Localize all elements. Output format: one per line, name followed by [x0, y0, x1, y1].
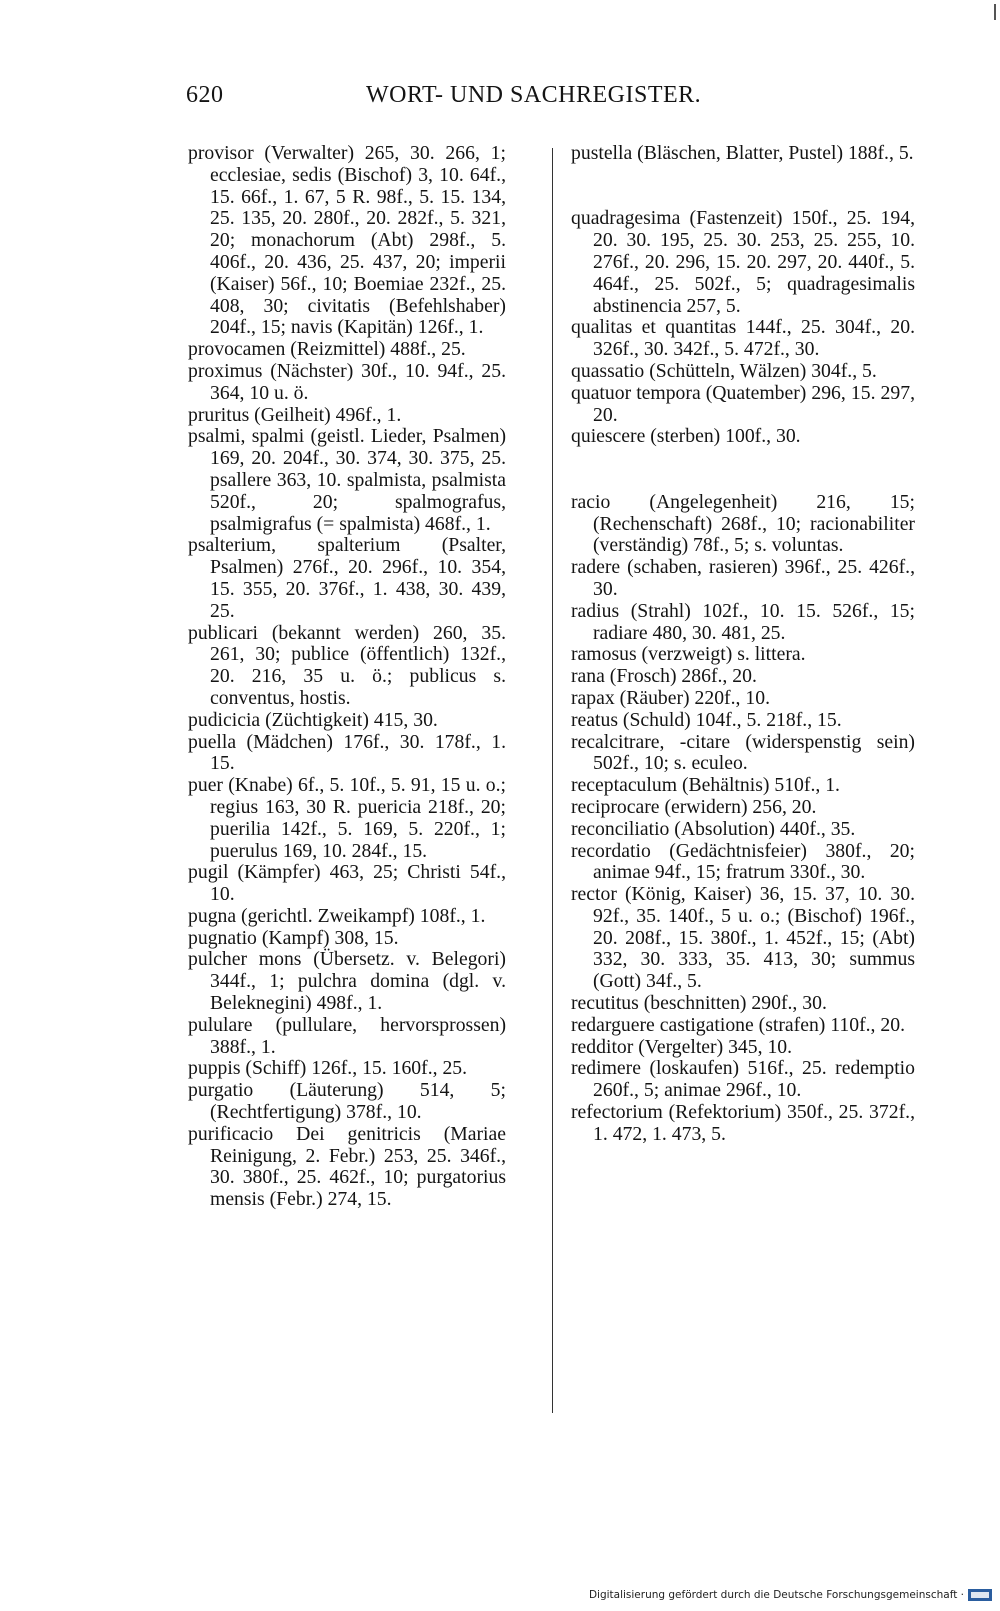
index-entry: rana (Frosch) 286f., 20.	[571, 665, 757, 688]
index-entry: puppis (Schiff) 126f., 15. 160f., 25.	[188, 1057, 468, 1080]
section-gap	[571, 165, 915, 187]
index-entry: publicari (bekannt werden) 260, 35. 261, 30; publice (öffentlich) 132f., 20. 216, 35 u. ö.; publicus s. conventus, hostis.	[188, 621, 506, 709]
index-entry: pulcher mons (Übersetz. v. Belegori) 344f., 1; pulchra domina (dgl. v. Beleknegini) 498f., 1.	[188, 948, 506, 1015]
right-column	[571, 143, 915, 1146]
index-entry: provocamen (Reizmittel) 488f., 25.	[188, 338, 466, 361]
index-entry: rector (König, Kaiser) 36, 15. 37, 10. 30. 92f., 35. 140f., 5 u. o.; (Bischof) 196f., 20. 208f., 15. 380f., 1. 452f., 15; (Abt) 332, 30. 333, 35. 413, 30; summus (Gott) 34f., 5.	[571, 883, 915, 993]
index-entry: redimere (loskaufen) 516f., 25. redemptio 260f., 5; animae 296f., 10.	[571, 1057, 915, 1102]
index-entry: recutitus (beschnitten) 290f., 30.	[571, 992, 827, 1015]
index-entry: rapax (Räuber) 220f., 10.	[571, 686, 770, 709]
index-entry: puella (Mädchen) 176f., 30. 178f., 1. 15.	[188, 730, 506, 775]
column-divider	[552, 148, 553, 1413]
index-entry: recordatio (Gedächtnisfeier) 380f., 20; animae 94f., 15; fratrum 330f., 30.	[571, 839, 915, 884]
section-gap	[571, 187, 915, 209]
index-entry: purificacio Dei genitricis (Mariae Reinigung, 2. Febr.) 253, 25. 346f., 30. 380f., 25. 462f., 10; purgatorius mensis (Febr.) 274, 15.	[188, 1122, 506, 1211]
page-header	[186, 82, 916, 118]
section-gap	[571, 470, 915, 492]
index-entry: receptaculum (Behältnis) 510f., 1.	[571, 774, 840, 797]
index-entry: pululare (pullulare, hervorsprossen) 388f., 1.	[188, 1013, 506, 1058]
index-entry: recalcitrare, -citare (widerspenstig sein) 502f., 10; s. eculeo.	[571, 730, 915, 775]
index-entry: refectorium (Refektorium) 350f., 25. 372f., 1. 472, 1. 473, 5.	[571, 1101, 915, 1145]
index-entry: psalmi, spalmi (geistl. Lieder, Psalmen) 169, 20. 204f., 30. 374, 30. 375, 25. psallere 363, 10. spalmista, psalmista 520f., 20; spalmografus, psalmigrafus (= spalmista) 468f., 1.	[188, 425, 506, 535]
index-entry: pudicicia (Züchtigkeit) 415, 30.	[188, 708, 438, 731]
index-entry: quassatio (Schütteln, Wälzen) 304f., 5.	[571, 359, 877, 382]
index-entry: quatuor tempora (Quatember) 296, 15. 297, 20.	[571, 381, 915, 426]
scan-edge-mark	[994, 4, 996, 20]
index-entry: pugnatio (Kampf) 308, 15.	[188, 926, 399, 949]
index-entry: racio (Angelegenheit) 216, 15; (Rechenschaft) 268f., 10; racionabiliter (verständig) 78f., 5; s. voluntas.	[571, 490, 915, 557]
index-entry: psalterium, spalterium (Psalter, Psalmen) 276f., 20. 296f., 10. 354, 15. 355, 20. 376f., 1. 438, 30. 439, 25.	[188, 534, 506, 622]
page-title: WORT- UND SACHREGISTER.	[366, 82, 702, 108]
index-entry: radius (Strahl) 102f., 10. 15. 526f., 15; radiare 480, 30. 481, 25.	[571, 599, 915, 644]
index-entry: reatus (Schuld) 104f., 5. 218f., 15.	[571, 708, 842, 731]
digitization-credit	[589, 1586, 992, 1604]
index-entry: radere (schaben, rasieren) 396f., 25. 426f., 30.	[571, 556, 915, 600]
index-entry: proximus (Nächster) 30f., 10. 94f., 25. 364, 10 u. ö.	[188, 359, 506, 404]
index-entry: pugna (gerichtl. Zweikampf) 108f., 1.	[188, 904, 486, 927]
index-entry: redarguere castigatione (strafen) 110f., 20.	[571, 1013, 905, 1036]
index-entry: qualitas et quantitas 144f., 25. 304f., 20. 326f., 30. 342f., 5. 472f., 30.	[571, 316, 915, 361]
index-entry: ramosus (verzweigt) s. littera.	[571, 643, 806, 666]
index-entry: pruritus (Geilheit) 496f., 1.	[188, 403, 402, 426]
index-entry: reconciliatio (Absolution) 440f., 35.	[571, 817, 856, 840]
page-number: 620	[186, 82, 224, 108]
index-entry: reciprocare (erwidern) 256, 20.	[571, 795, 817, 818]
index-entry: quadragesima (Fastenzeit) 150f., 25. 194, 20. 30. 195, 25. 30. 253, 25. 255, 10. 276f., 20. 296, 15. 20. 297, 20. 440f., 5. 464f., 25. 502f., 5; quadragesimalis abstinencia 257, 5.	[571, 207, 915, 317]
index-entry: pustella (Bläschen, Blatter, Pustel) 188f., 5.	[571, 142, 914, 164]
index-entry: purgatio (Läuterung) 514, 5; (Rechtfertigung) 378f., 10.	[188, 1079, 506, 1124]
index-entry: pugil (Kämpfer) 463, 25; Christi 54f., 10.	[188, 861, 506, 906]
index-entry: quiescere (sterben) 100f., 30.	[571, 425, 801, 448]
left-column	[188, 143, 506, 1211]
credit-text: Digitalisierung gefördert durch die Deutsche Forschungsgemeinschaft ·	[588, 1589, 964, 1601]
index-entry: puer (Knabe) 6f., 5. 10f., 5. 91, 15 u. o.; regius 163, 30 R. puericia 218f., 20; puerilia 142f., 5. 169, 5. 220f., 1; puerulus 169, 10. 284f., 15.	[188, 774, 506, 862]
section-gap	[571, 448, 915, 470]
index-entry: redditor (Vergelter) 345, 10.	[571, 1035, 793, 1058]
dfg-logo-icon	[968, 1589, 992, 1601]
index-entry: provisor (Verwalter) 265, 30. 266, 1; ecclesiae, sedis (Bischof) 3, 10. 64f., 15. 66f., 1. 67, 5 R. 98f., 5. 15. 134, 25. 135, 20. 280f., 20. 282f., 5. 321, 20; monachorum (Abt) 298f., 5. 406f., 20. 436, 25. 437, 20; imperii (Kaiser) 56f., 10; Boemiae 232f., 25. 408, 30; civitatis (Befehlshaber) 204f., 15; navis (Kapitän) 126f., 1.	[188, 142, 506, 339]
